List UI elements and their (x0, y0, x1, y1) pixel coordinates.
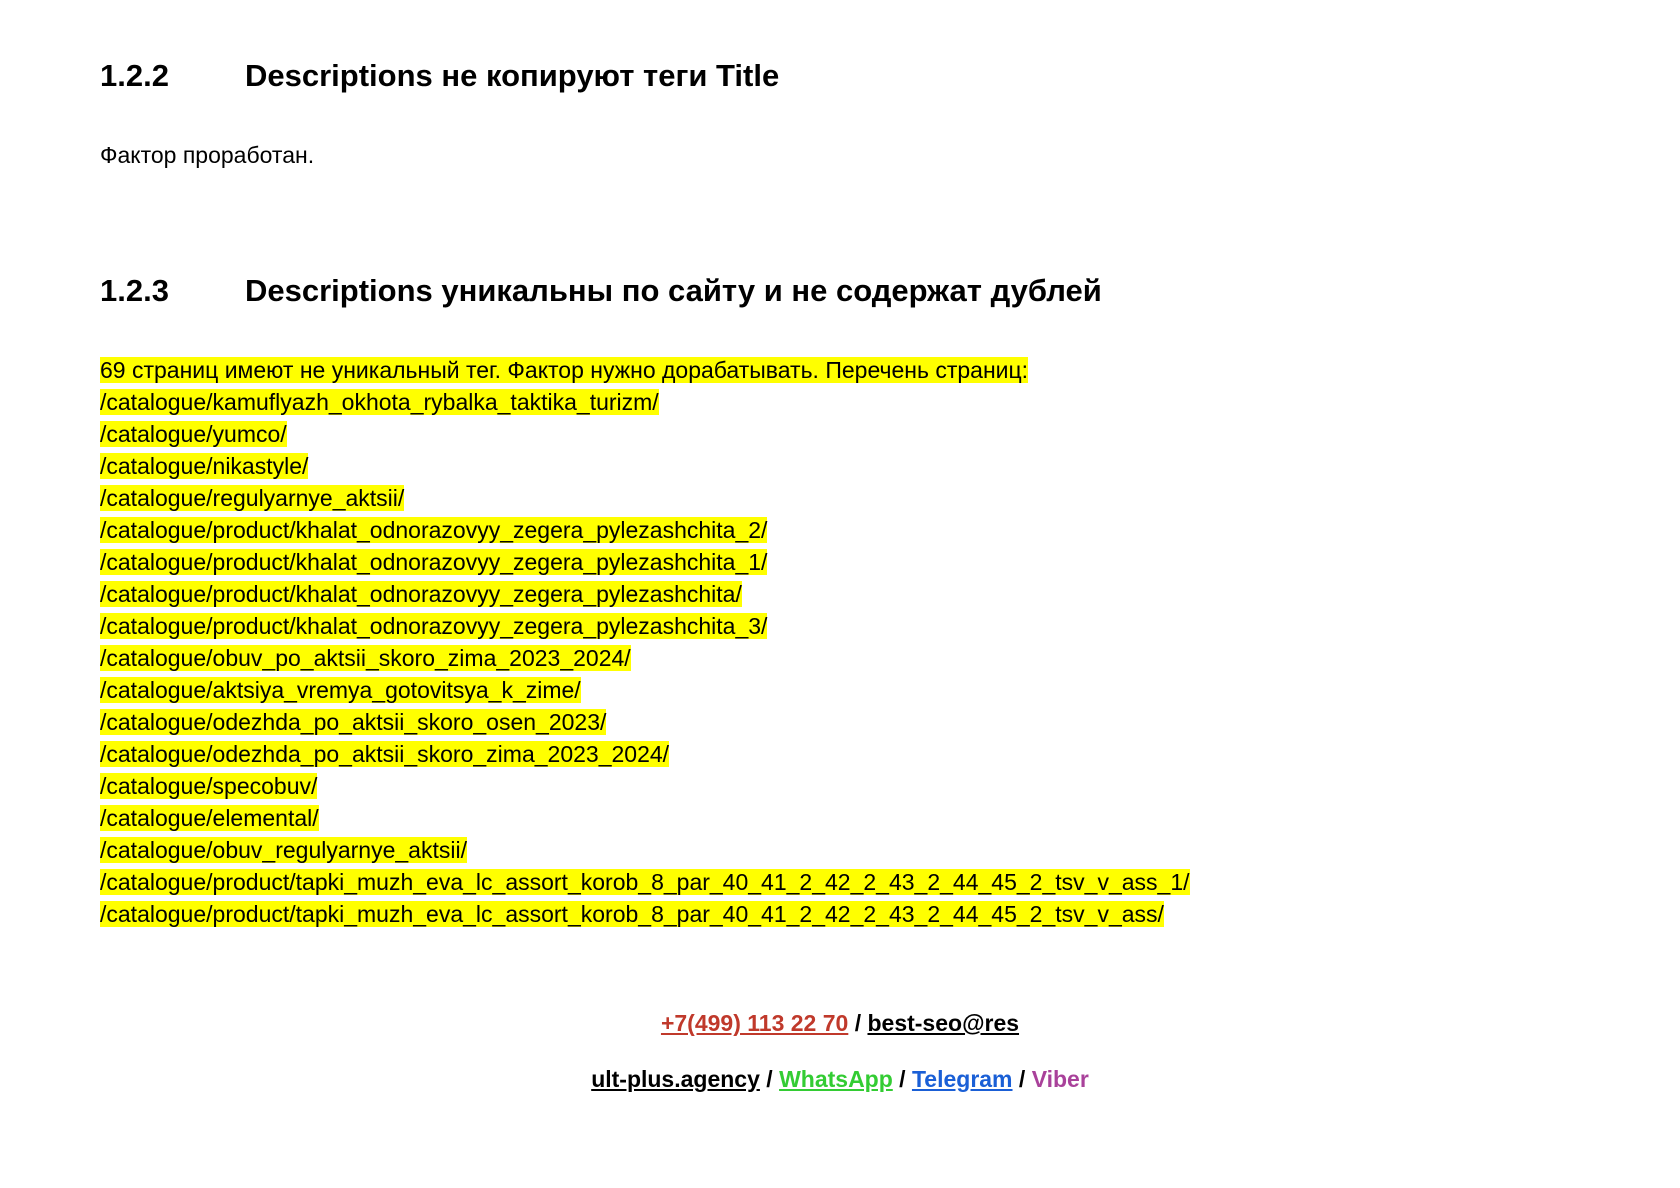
list-item (100, 770, 1190, 802)
email-link-part-2[interactable]: ult-plus.agency (591, 1066, 760, 1092)
section-number: 1.2.3 (100, 273, 169, 308)
page-url: /catalogue/product/tapki_muzh_eva_lc_assort_korob_8_par_40_41_2_42_2_43_2_44_45_2_tsv_v_ass_1/ (100, 869, 1190, 895)
list-item (100, 674, 1190, 706)
page-url: /catalogue/elemental/ (100, 805, 319, 831)
highlighted-text: 69 страниц имеют не уникальный тег. Фактор нужно дорабатывать. Перечень страниц: (100, 357, 1029, 383)
page-url: /catalogue/odezhda_po_aktsii_skoro_zima_2023_2024/ (100, 741, 670, 767)
footer-contacts-line-1 (0, 1007, 1680, 1039)
list-item (100, 642, 1190, 674)
page-url: /catalogue/obuv_regulyarnye_aktsii/ (100, 837, 467, 863)
separator: / (759, 1066, 780, 1092)
email-link-part-1[interactable]: best-seo@res (867, 1010, 1020, 1036)
page-url: /catalogue/product/khalat_odnorazovyy_zegera_pylezashchita_2/ (100, 517, 768, 543)
list-item (100, 546, 1190, 578)
separator: / (1012, 1066, 1032, 1092)
list-item (100, 706, 1190, 738)
page-url: /catalogue/product/khalat_odnorazovyy_zegera_pylezashchita/ (100, 581, 742, 607)
list-item (100, 738, 1190, 770)
list-item (100, 802, 1190, 834)
list-item (100, 418, 1190, 450)
duplicate-pages-list (100, 354, 1190, 930)
page-url: /catalogue/nikastyle/ (100, 453, 309, 479)
page-url: /catalogue/obuv_po_aktsii_skoro_zima_2023_2024/ (100, 645, 631, 671)
list-item (100, 866, 1190, 898)
list-item (100, 898, 1190, 930)
page-url: /catalogue/yumco/ (100, 421, 287, 447)
page-url: /catalogue/aktsiya_vremya_gotovitsya_k_zime/ (100, 677, 581, 703)
list-item (100, 386, 1190, 418)
page-url: /catalogue/regulyarnye_aktsii/ (100, 485, 405, 511)
list-item (100, 482, 1190, 514)
list-item (100, 514, 1190, 546)
page-url: /catalogue/kamuflyazh_okhota_rybalka_taktika_turizm/ (100, 389, 659, 415)
section-heading-1-2-2 (100, 58, 779, 94)
phone-link[interactable]: +7(499) 113 22 70 (660, 1010, 849, 1036)
page-url: /catalogue/specobuv/ (100, 773, 318, 799)
page-url: /catalogue/product/tapki_muzh_eva_lc_assort_korob_8_par_40_41_2_42_2_43_2_44_45_2_tsv_v_ass/ (100, 901, 1164, 927)
footer-contacts-line-2 (0, 1063, 1680, 1095)
page-url: /catalogue/product/khalat_odnorazovyy_zegera_pylezashchita_1/ (100, 549, 768, 575)
viber-label: Viber (1031, 1066, 1089, 1092)
section-text: Фактор проработан. (100, 142, 315, 168)
telegram-link[interactable]: Telegram (911, 1066, 1013, 1092)
page-url: /catalogue/product/khalat_odnorazovyy_zegera_pylezashchita_3/ (100, 613, 768, 639)
list-item (100, 834, 1190, 866)
list-item (100, 578, 1190, 610)
section-number: 1.2.2 (100, 58, 169, 93)
list-item (100, 610, 1190, 642)
page-url: /catalogue/odezhda_po_aktsii_skoro_osen_2023/ (100, 709, 607, 735)
section-heading-1-2-3 (100, 273, 1102, 309)
list-intro (100, 354, 1190, 386)
whatsapp-link[interactable]: WhatsApp (779, 1066, 893, 1092)
section-title: Descriptions не копируют теги Title (245, 58, 780, 93)
section-title: Descriptions уникальны по сайту и не содержат дублей (245, 273, 1102, 308)
separator: / (848, 1010, 868, 1036)
list-item (100, 450, 1190, 482)
separator: / (892, 1066, 912, 1092)
